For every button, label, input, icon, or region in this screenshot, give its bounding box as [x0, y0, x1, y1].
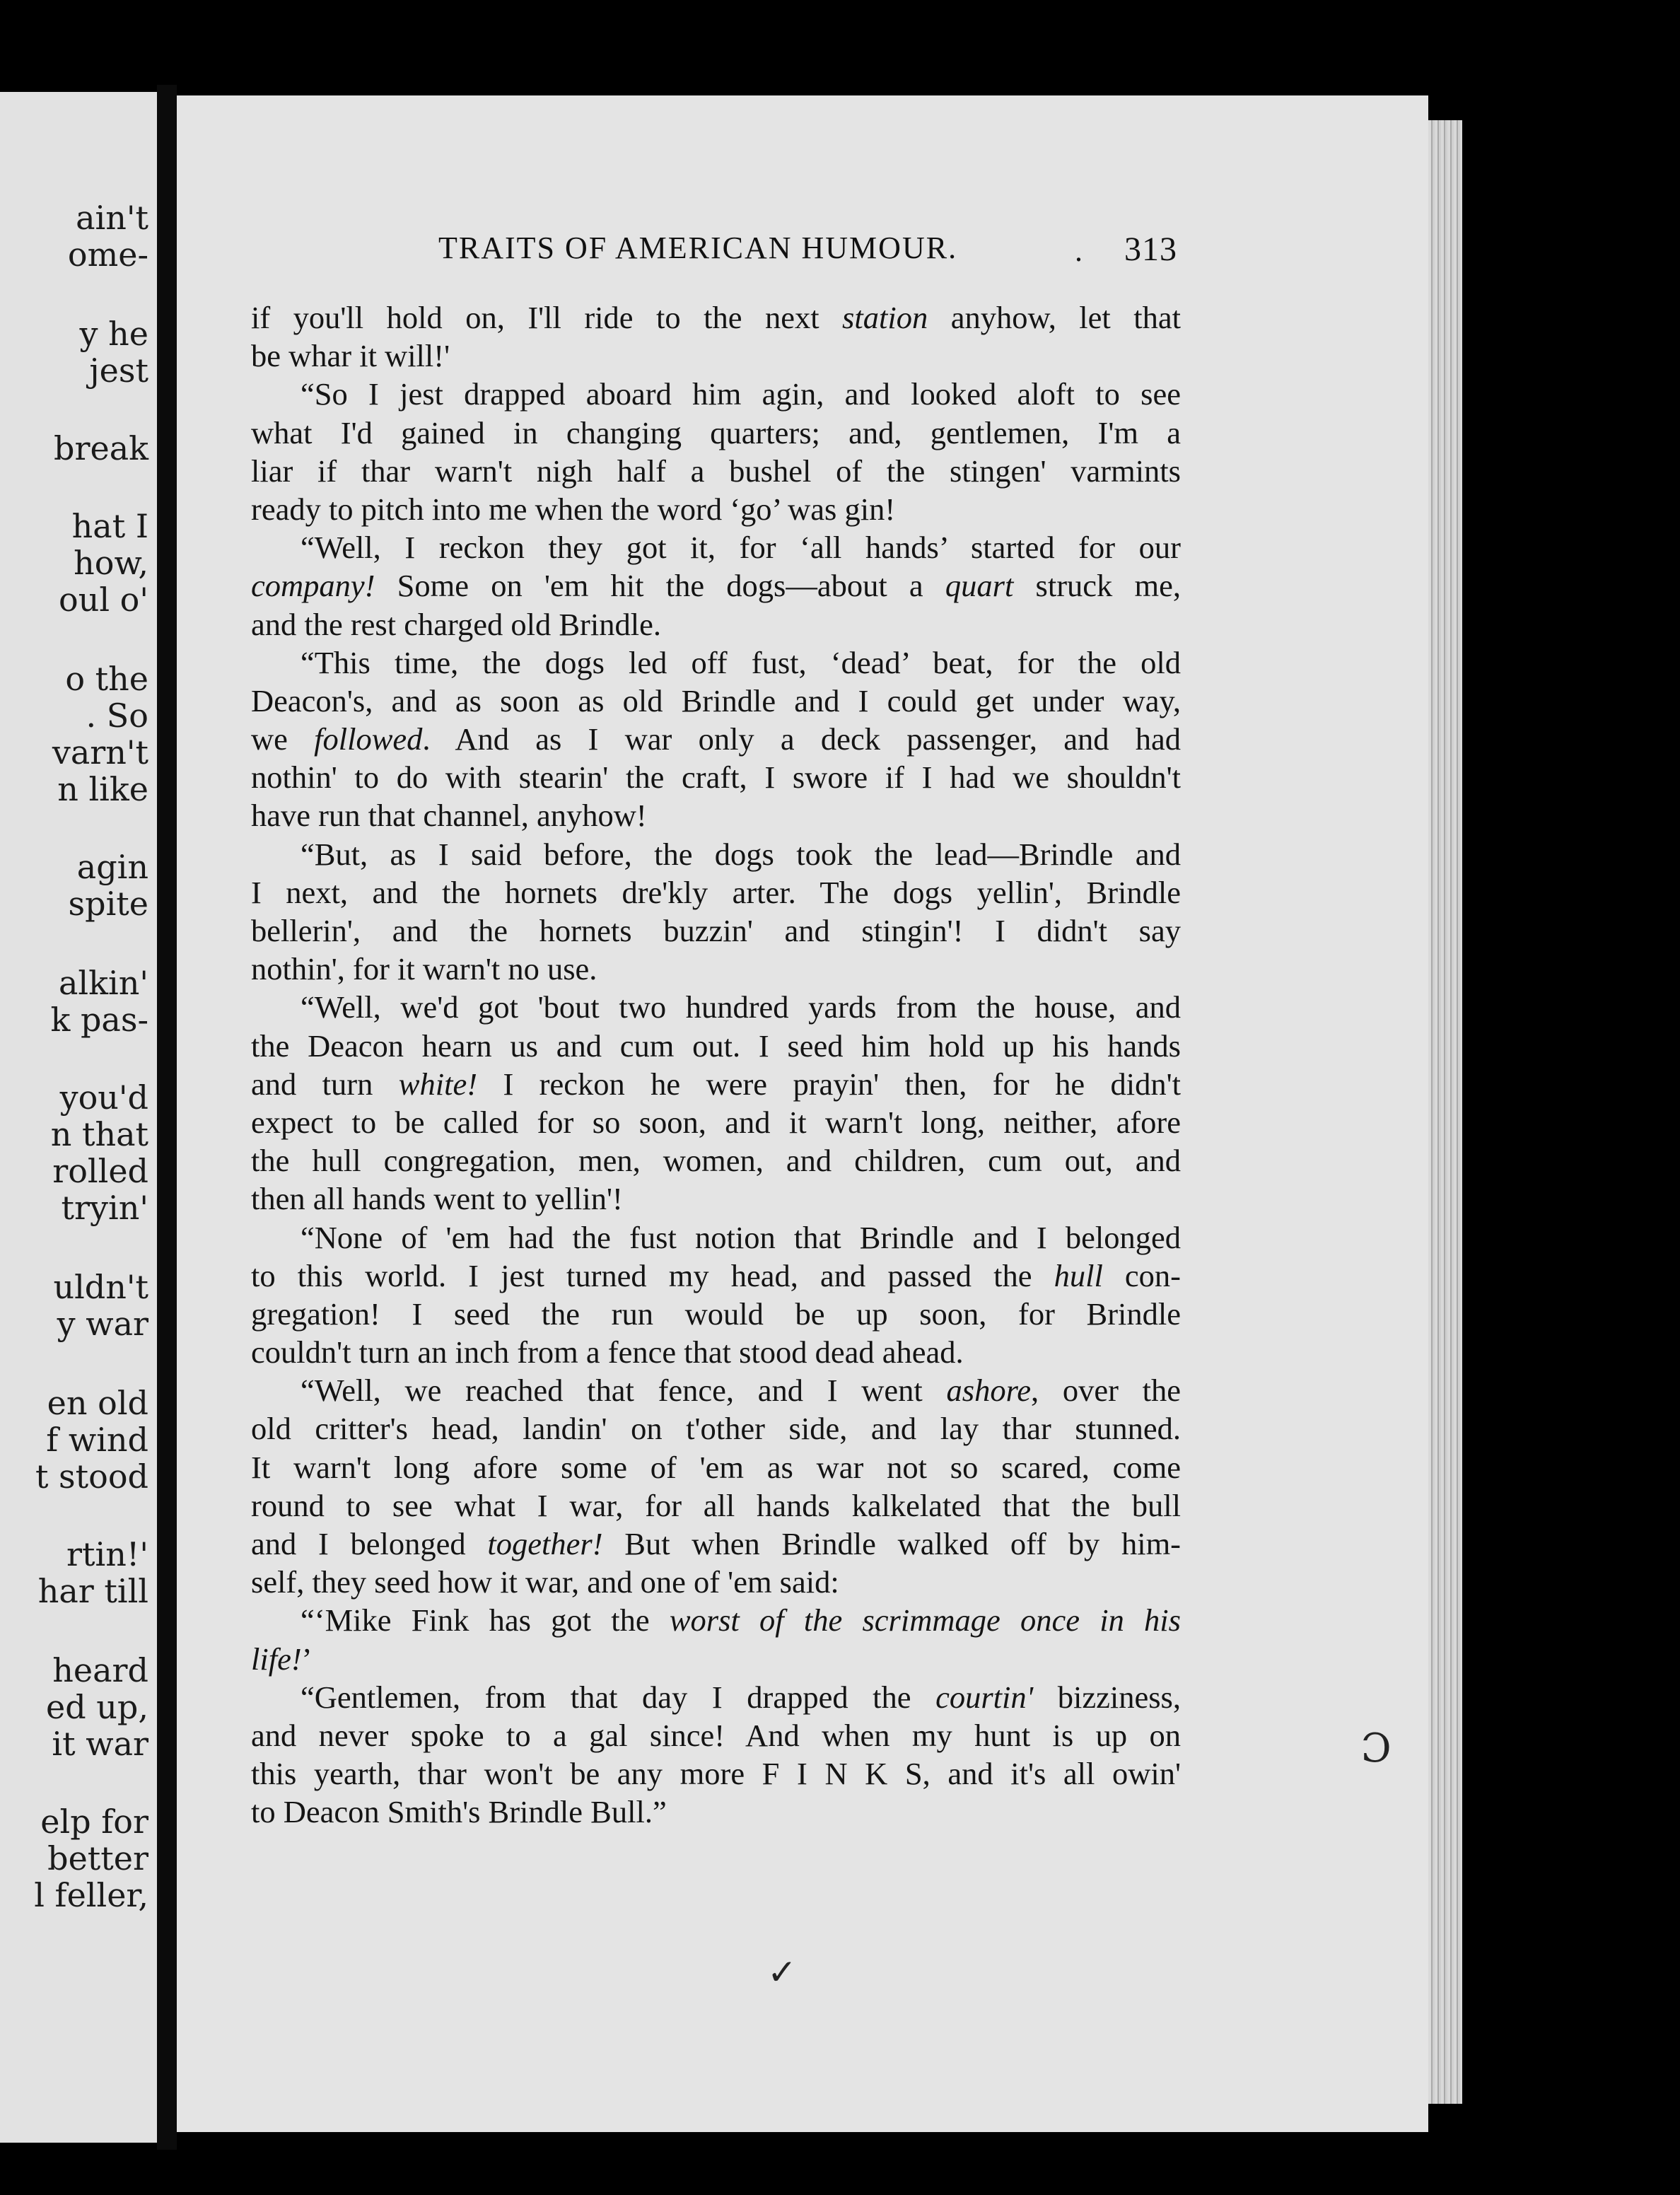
text-line: “None of 'em had the fust notion that Brindle and I belonged	[301, 1219, 1181, 1255]
page-number: 313	[1124, 231, 1177, 268]
text-line: nothin', for it warn't no use.	[251, 951, 597, 987]
left-page-fragment: elp for	[40, 1803, 148, 1841]
left-page-fragment: y he	[79, 315, 148, 353]
text-line: the hull congregation, men, women, and children, cum out, and	[251, 1143, 1181, 1179]
text-line: and the rest charged old Brindle.	[251, 606, 661, 642]
text-line: what I'd gained in changing quarters; and, gentlemen, I'm a	[251, 414, 1181, 450]
left-page-fragment: oul o'	[59, 581, 148, 619]
left-page-fragment: agin	[76, 848, 148, 886]
left-page-fragment: better	[47, 1839, 148, 1877]
book-gutter	[157, 85, 177, 2150]
left-page-fragment: jest	[89, 351, 148, 390]
text-line: life!’	[251, 1641, 313, 1677]
text-line: “Well, we'd got 'bout two hundred yards from the house, and	[301, 989, 1181, 1025]
text-line: couldn't turn an inch from a fence that stood dead ahead.	[251, 1334, 964, 1370]
text-line: “This time, the dogs led off fust, ‘dead’ beat, for the old	[301, 644, 1181, 680]
left-page-fragment: o the	[65, 660, 148, 698]
text-line: self, they seed how it war, and one of 'em said:	[251, 1564, 839, 1600]
text-line: “Well, we reached that fence, and I went ashore, over the	[301, 1373, 1181, 1409]
running-title: TRAITS OF AMERICAN HUMOUR.	[438, 231, 958, 265]
text-line: I next, and the hornets dre'kly arter. The dogs yellin', Brindle	[251, 874, 1181, 910]
text-line: “‘Mike Fink has got the worst of the scrimmage once in his	[301, 1602, 1181, 1638]
left-page-fragment: tryin'	[61, 1189, 148, 1227]
text-line: Deacon's, and as soon as old Brindle and I could get under way,	[251, 682, 1181, 718]
text-line: expect to be called for so soon, and it warn't long, neither, afore	[251, 1104, 1181, 1140]
left-page-fragment: f wind	[46, 1421, 148, 1459]
text-line: bellerin', and the hornets buzzin' and stingin'! I didn't say	[251, 913, 1181, 948]
text-line: to this world. I jest turned my head, and passed the hull con-	[251, 1257, 1181, 1293]
text-line: have run that channel, anyhow!	[251, 798, 647, 834]
text-line: to Deacon Smith's Brindle Bull.”	[251, 1794, 667, 1830]
text-line: gregation! I seed the run would be up soon, for Brindle	[251, 1296, 1181, 1332]
left-page-fragment: n like	[57, 770, 148, 808]
text-line: and never spoke to a gal since! And when my hunt is up on	[251, 1717, 1181, 1753]
left-page-fragment: har till	[37, 1572, 148, 1610]
text-line: “But, as I said before, the dogs took the lead—Brindle and	[301, 836, 1181, 872]
left-page-fragment: you'd	[59, 1078, 148, 1117]
left-page-fragment: varn't	[52, 733, 148, 772]
left-page-fragment: uldn't	[53, 1268, 148, 1306]
text-line: and I belonged together! But when Brindle walked off by him-	[251, 1526, 1181, 1561]
text-line: ready to pitch into me when the word ‘go’ was gin!	[251, 491, 896, 527]
left-page-fragment: y war	[57, 1305, 148, 1343]
text-line: and turn white! I reckon he were prayin' then, for he didn't	[251, 1066, 1181, 1102]
left-page-fragment: rtin!'	[66, 1535, 148, 1573]
left-page-fragment: k pas-	[50, 1001, 148, 1039]
left-page-fragment: ome-	[67, 235, 148, 274]
left-page-fragment: l feller,	[34, 1876, 148, 1914]
left-page-fragment: how,	[74, 544, 148, 582]
text-line: “Gentlemen, from that day I drapped the courtin' bizziness,	[301, 1679, 1182, 1715]
body-text	[251, 298, 1181, 1832]
text-line: old critter's head, landin' on t'other side, and lay thar stunned.	[251, 1411, 1181, 1447]
text-line: company! Some on 'em hit the dogs—about a quart struck me,	[251, 568, 1181, 604]
left-page-fragment: rolled	[52, 1152, 148, 1190]
text-line: “Well, I reckon they got it, for ‘all hands’ started for our	[301, 530, 1181, 566]
text-line: “So I jest drapped aboard him agin, and looked aloft to see	[301, 376, 1181, 412]
text-line: round to see what I war, for all hands kalkelated that the bull	[251, 1487, 1181, 1523]
margin-pencil-mark: Ɔ	[1361, 1725, 1392, 1771]
left-page-fragment: . So	[86, 697, 148, 735]
text-line: we followed. And as I war only a deck passenger, and had	[251, 721, 1181, 757]
left-page-fragment: it war	[52, 1725, 148, 1763]
left-page-fragment: en old	[47, 1384, 148, 1422]
text-line: be whar it will!'	[251, 338, 450, 374]
left-page-fragment: break	[54, 429, 148, 467]
left-page-fragment: hat I	[71, 507, 148, 545]
left-page-fragment: spite	[68, 885, 148, 923]
page-edge-stack	[1428, 120, 1462, 2104]
left-page-fragment: t stood	[35, 1457, 148, 1496]
stray-mark: ✓	[767, 1952, 797, 1993]
left-page-fragment: ain't	[76, 199, 148, 237]
text-line: this yearth, thar won't be any more F I N K S, and it's all owin'	[251, 1756, 1181, 1792]
text-line: It warn't long afore some of 'em as war not so scared, come	[251, 1449, 1181, 1485]
left-page-fragment: n that	[50, 1115, 148, 1153]
text-line: then all hands went to yellin'!	[251, 1181, 623, 1217]
left-page-fragment: heard	[52, 1651, 148, 1689]
text-line: nothin' to do with stearin' the craft, I swore if I had we shouldn't	[251, 759, 1181, 796]
text-line: if you'll hold on, I'll ride to the next station anyhow, let that	[251, 300, 1181, 335]
left-page-fragment: alkin'	[59, 964, 148, 1002]
text-line: liar if thar warn't nigh half a bushel of the stingen' varmints	[251, 453, 1181, 489]
facing-page-left	[0, 92, 157, 2143]
header-dot: .	[1075, 233, 1084, 268]
left-page-fragment: ed up,	[46, 1688, 148, 1726]
text-line: the Deacon hearn us and cum out. I seed him hold up his hands	[251, 1027, 1181, 1064]
